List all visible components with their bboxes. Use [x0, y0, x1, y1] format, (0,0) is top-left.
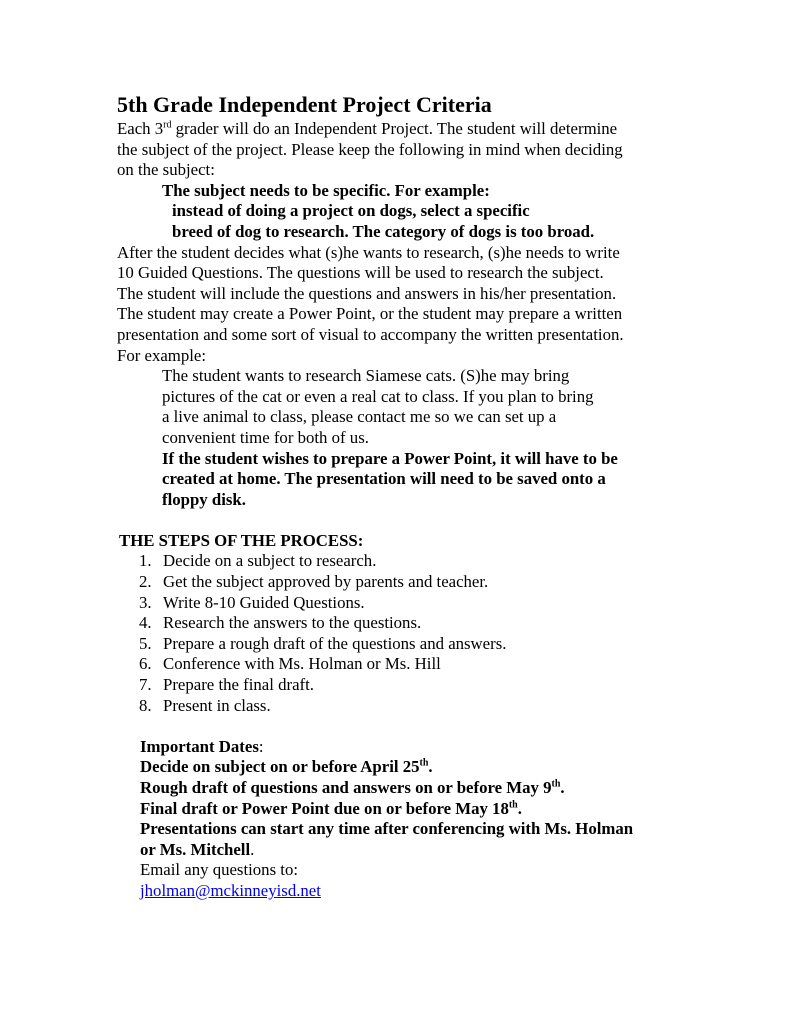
email-label: Email any questions to:	[140, 860, 299, 880]
date-period: .	[250, 839, 255, 859]
powerpoint-line: If the student wishes to prepare a Power Point, it will have to be	[162, 448, 618, 468]
step-text: Prepare the final draft.	[163, 675, 314, 695]
important-dates	[117, 737, 717, 902]
dates-heading-text: Important Dates	[140, 736, 259, 756]
date-period: .	[428, 757, 433, 777]
date-text: Rough draft of questions and answers on or before May 9	[140, 778, 552, 797]
intro-line-1	[117, 119, 717, 140]
list-item	[117, 654, 717, 675]
step-number: 2.	[139, 572, 152, 592]
dates-heading	[140, 737, 717, 758]
step-text: Prepare a rough draft of the questions and answers.	[163, 633, 507, 653]
date-presentations-cont	[140, 840, 717, 861]
steps-list	[117, 551, 717, 716]
date-rough-draft	[140, 778, 717, 799]
step-text: Research the answers to the questions.	[163, 613, 422, 633]
list-item	[117, 696, 717, 717]
dates-heading-colon: :	[258, 736, 264, 756]
list-item	[117, 572, 717, 593]
spacer	[117, 510, 717, 531]
ordinal-suffix: rd	[163, 119, 172, 131]
spacer	[117, 716, 717, 737]
example-line: convenient time for both of us.	[162, 427, 369, 447]
intro-text: Each 3	[117, 119, 164, 138]
intro-paragraph	[117, 119, 717, 181]
example-line: pictures of the cat or even a real cat to class. If you plan to bring	[162, 386, 594, 406]
paragraph-line: 10 Guided Questions. The questions will be used to research the subject.	[117, 263, 604, 283]
intro-text: grader will do an Independent Project. The student will determine	[171, 119, 618, 138]
example-paragraph	[117, 366, 717, 448]
step-number: 3.	[139, 592, 152, 612]
step-text: Conference with Ms. Holman or Ms. Hill	[163, 654, 441, 674]
ordinal-suffix: th	[419, 757, 429, 769]
list-item	[117, 593, 717, 614]
date-final-draft	[140, 799, 717, 820]
steps-heading: THE STEPS OF THE PROCESS:	[119, 530, 364, 550]
intro-line-3: on the subject:	[117, 160, 215, 180]
example-line: The student wants to research Siamese cats. (S)he may bring	[162, 366, 570, 386]
step-number: 1.	[139, 551, 152, 571]
date-text: Final draft or Power Point due on or before May 18	[140, 798, 509, 818]
list-item	[117, 634, 717, 655]
document-page	[117, 91, 717, 902]
step-number: 6.	[139, 654, 152, 674]
date-text: Decide on subject on or before April 25	[140, 757, 420, 777]
ordinal-suffix: th	[508, 799, 518, 810]
list-item	[117, 675, 717, 696]
date-period: .	[560, 778, 565, 797]
specific-guideline	[117, 181, 717, 243]
list-item	[117, 613, 717, 634]
specific-line-2: instead of doing a project on dogs, select a specific	[172, 201, 530, 221]
date-presentations: Presentations can start any time after conferencing with Ms. Holman	[140, 819, 634, 839]
date-period: .	[517, 798, 522, 818]
date-subject	[140, 757, 717, 778]
paragraph-line: After the student decides what (s)he wants to research, (s)he needs to write	[117, 242, 620, 262]
paragraph-line: For example:	[117, 345, 207, 365]
intro-line-2: the subject of the project. Please keep the following in mind when deciding	[117, 139, 623, 159]
step-text: Write 8-10 Guided Questions.	[163, 592, 365, 612]
page-title: 5th Grade Independent Project Criteria	[117, 92, 492, 117]
step-number: 5.	[139, 633, 152, 653]
powerpoint-line: floppy disk.	[162, 489, 246, 509]
powerpoint-note	[117, 449, 717, 511]
specific-line-1: The subject needs to be specific. For example:	[162, 180, 490, 200]
paragraph-line: The student will include the questions and answers in his/her presentation.	[117, 283, 617, 303]
guided-questions-paragraph	[117, 243, 717, 367]
date-text: or Ms. Mitchell	[140, 839, 251, 859]
step-number: 7.	[139, 675, 152, 695]
powerpoint-line: created at home. The presentation will need to be saved onto a	[162, 469, 606, 489]
ordinal-suffix: th	[551, 778, 561, 790]
email-link[interactable]: jholman@mckinneyisd.net	[140, 880, 321, 900]
specific-line-3: breed of dog to research. The category of dogs is too broad.	[172, 221, 595, 241]
step-number: 8.	[139, 695, 152, 715]
step-number: 4.	[139, 613, 152, 633]
example-line: a live animal to class, please contact me so we can set up a	[162, 407, 557, 427]
step-text: Decide on a subject to research.	[163, 551, 377, 571]
step-text: Present in class.	[163, 695, 271, 715]
email-row	[140, 881, 717, 902]
list-item	[117, 551, 717, 572]
paragraph-line: presentation and some sort of visual to accompany the written presentation.	[117, 324, 624, 344]
step-text: Get the subject approved by parents and teacher.	[163, 572, 489, 592]
paragraph-line: The student may create a Power Point, or the student may prepare a written	[117, 304, 623, 324]
